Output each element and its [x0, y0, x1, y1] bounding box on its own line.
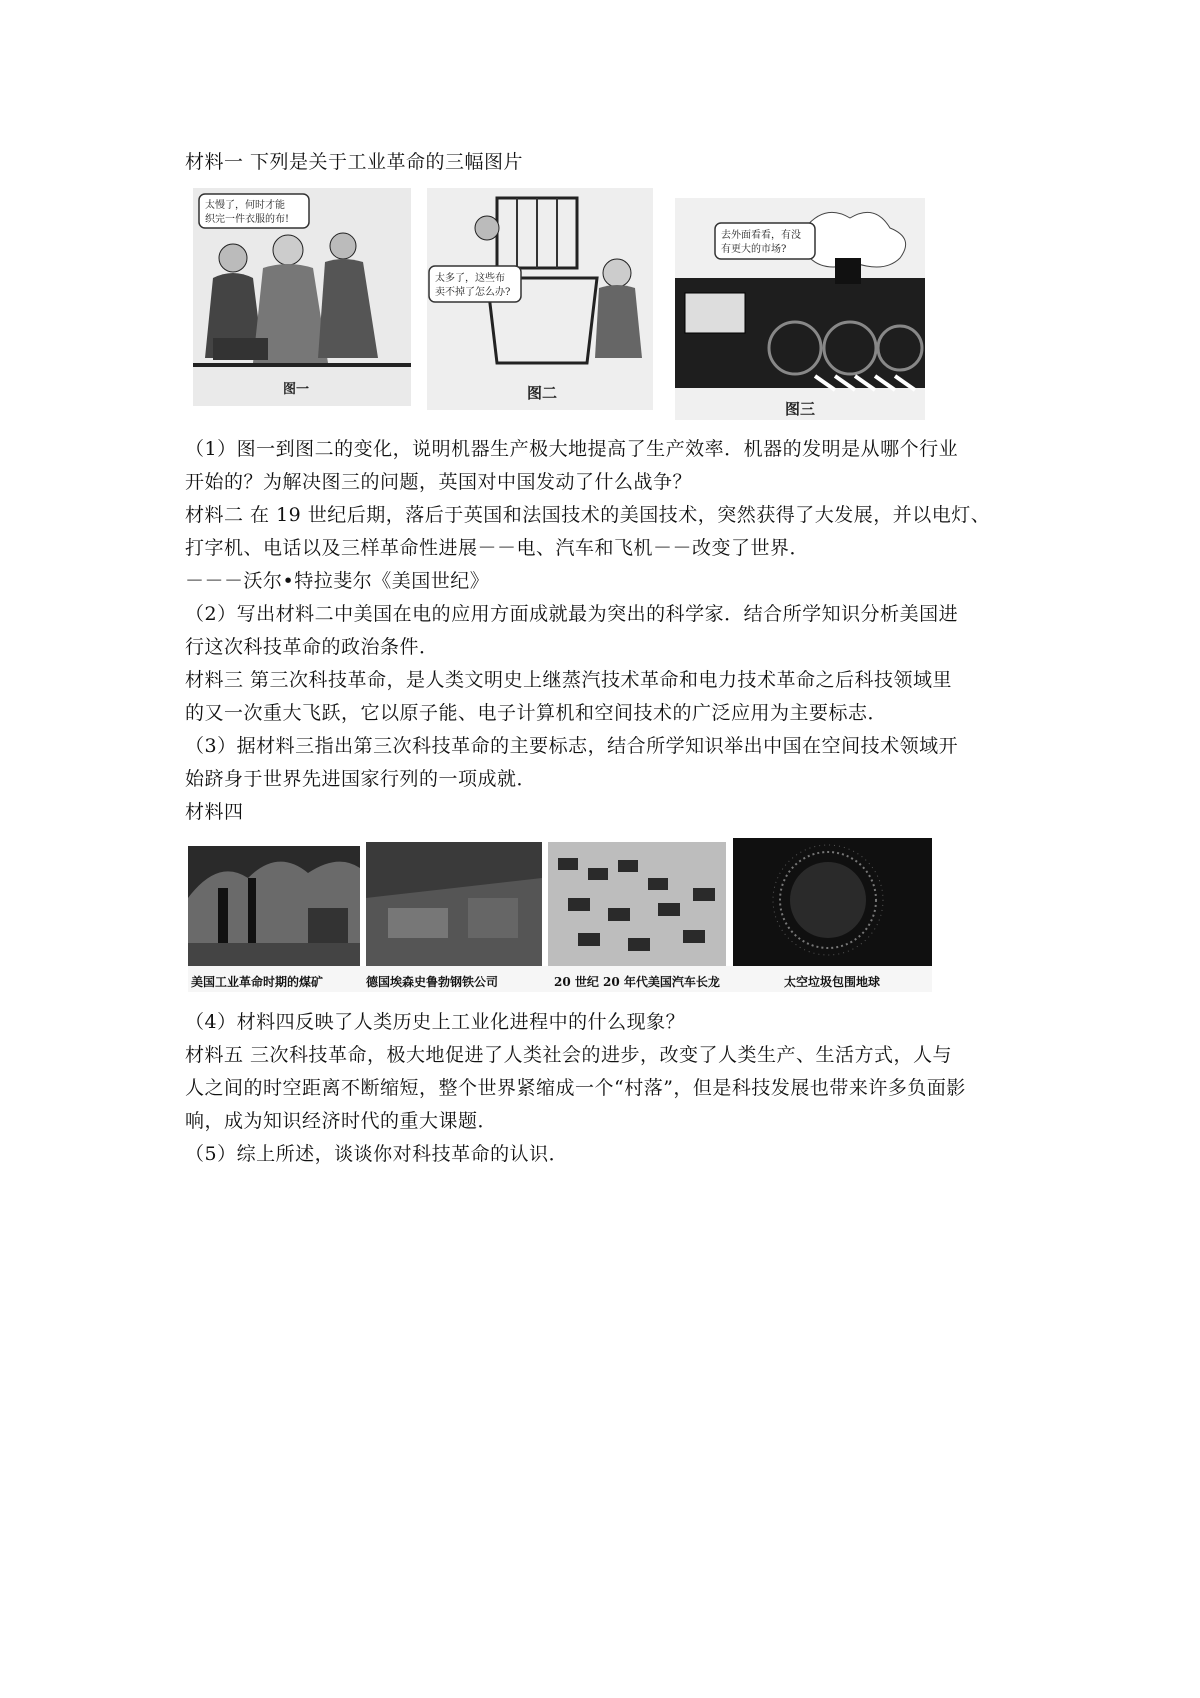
q2-line1: （2）写出材料二中美国在电的应用方面成就最为突出的科学家．结合所学知识分析美国进: [185, 603, 959, 625]
material4-title: 材料四: [185, 801, 244, 823]
q5-line1: （5）综上所述，谈谈你对科技革命的认识．: [185, 1143, 569, 1165]
fig1-bubble-line1: 太慢了，何时才能: [205, 200, 285, 211]
figure-3-cartoon: [675, 198, 925, 420]
fig3-bubble-line2: 有更大的市场?: [721, 244, 787, 255]
material4-photo-strip: [188, 838, 932, 996]
figure-2-cartoon: [427, 188, 653, 410]
material2-source: －－－沃尔•特拉斐尔《美国世纪》: [185, 570, 490, 592]
material3-line2: 的又一次重大飞跃，它以原子能、电子计算机和空间技术的广泛应用为主要标志．: [185, 702, 888, 724]
material5-line2: 人之间的时空距离不断缩短，整个世界紧缩成一个“村落”，但是科技发展也带来许多负面影: [185, 1077, 966, 1099]
q2-line2: 行这次科技革命的政治条件．: [185, 636, 439, 658]
material2-line2: 打字机、电话以及三样革命性进展－－电、汽车和飞机－－改变了世界．: [185, 537, 810, 559]
material3-line1: 材料三 第三次科技革命，是人类文明史上继蒸汽技术革命和电力技术革命之后科技领域里: [185, 669, 953, 691]
fig2-bubble-line1: 太多了，这些布: [435, 273, 505, 284]
fig2-bubble-line2: 卖不掉了怎么办?: [435, 287, 511, 298]
fig2-caption: 图二: [527, 384, 558, 402]
fig1-bubble-line2: 织完一件衣服的布!: [205, 214, 290, 225]
q3-line1: （3）据材料三指出第三次科技革命的主要标志，结合所学知识举出中国在空间技术领域开: [185, 735, 959, 757]
material4-caption-2: 德国埃森史鲁勃钢铁公司: [366, 975, 499, 989]
material4-caption-4: 太空垃圾包围地球: [784, 975, 881, 989]
material5-line3: 响，成为知识经济时代的重大课题．: [185, 1110, 498, 1132]
fig3-bubble-line1: 去外面看看，有没: [721, 230, 801, 241]
material4-caption-3: 20 世纪 20 年代美国汽车长龙: [554, 975, 720, 989]
material1-intro: 材料一 下列是关于工业革命的三幅图片: [185, 151, 524, 173]
q1-line1: （1）图一到图二的变化，说明机器生产极大地提高了生产效率．机器的发明是从哪个行业: [185, 438, 959, 460]
material4-caption-1: 美国工业革命时期的煤矿: [191, 975, 324, 989]
q4-line1: （4）材料四反映了人类历史上工业化进程中的什么现象？: [185, 1011, 686, 1033]
material5-line1: 材料五 三次科技革命，极大地促进了人类社会的进步，改变了人类生产、生活方式，人与: [185, 1044, 953, 1066]
fig1-caption: 图一: [283, 382, 310, 397]
material2-line1: 材料二 在 19 世纪后期，落后于英国和法国技术的美国技术，突然获得了大发展，并以电灯、: [185, 504, 991, 526]
q1-line2: 开始的？为解决图三的问题，英国对中国发动了什么战争？: [185, 471, 693, 493]
fig3-caption: 图三: [785, 400, 816, 418]
q3-line2: 始跻身于世界先进国家行列的一项成就．: [185, 768, 537, 790]
figure-1-cartoon: [193, 188, 411, 406]
